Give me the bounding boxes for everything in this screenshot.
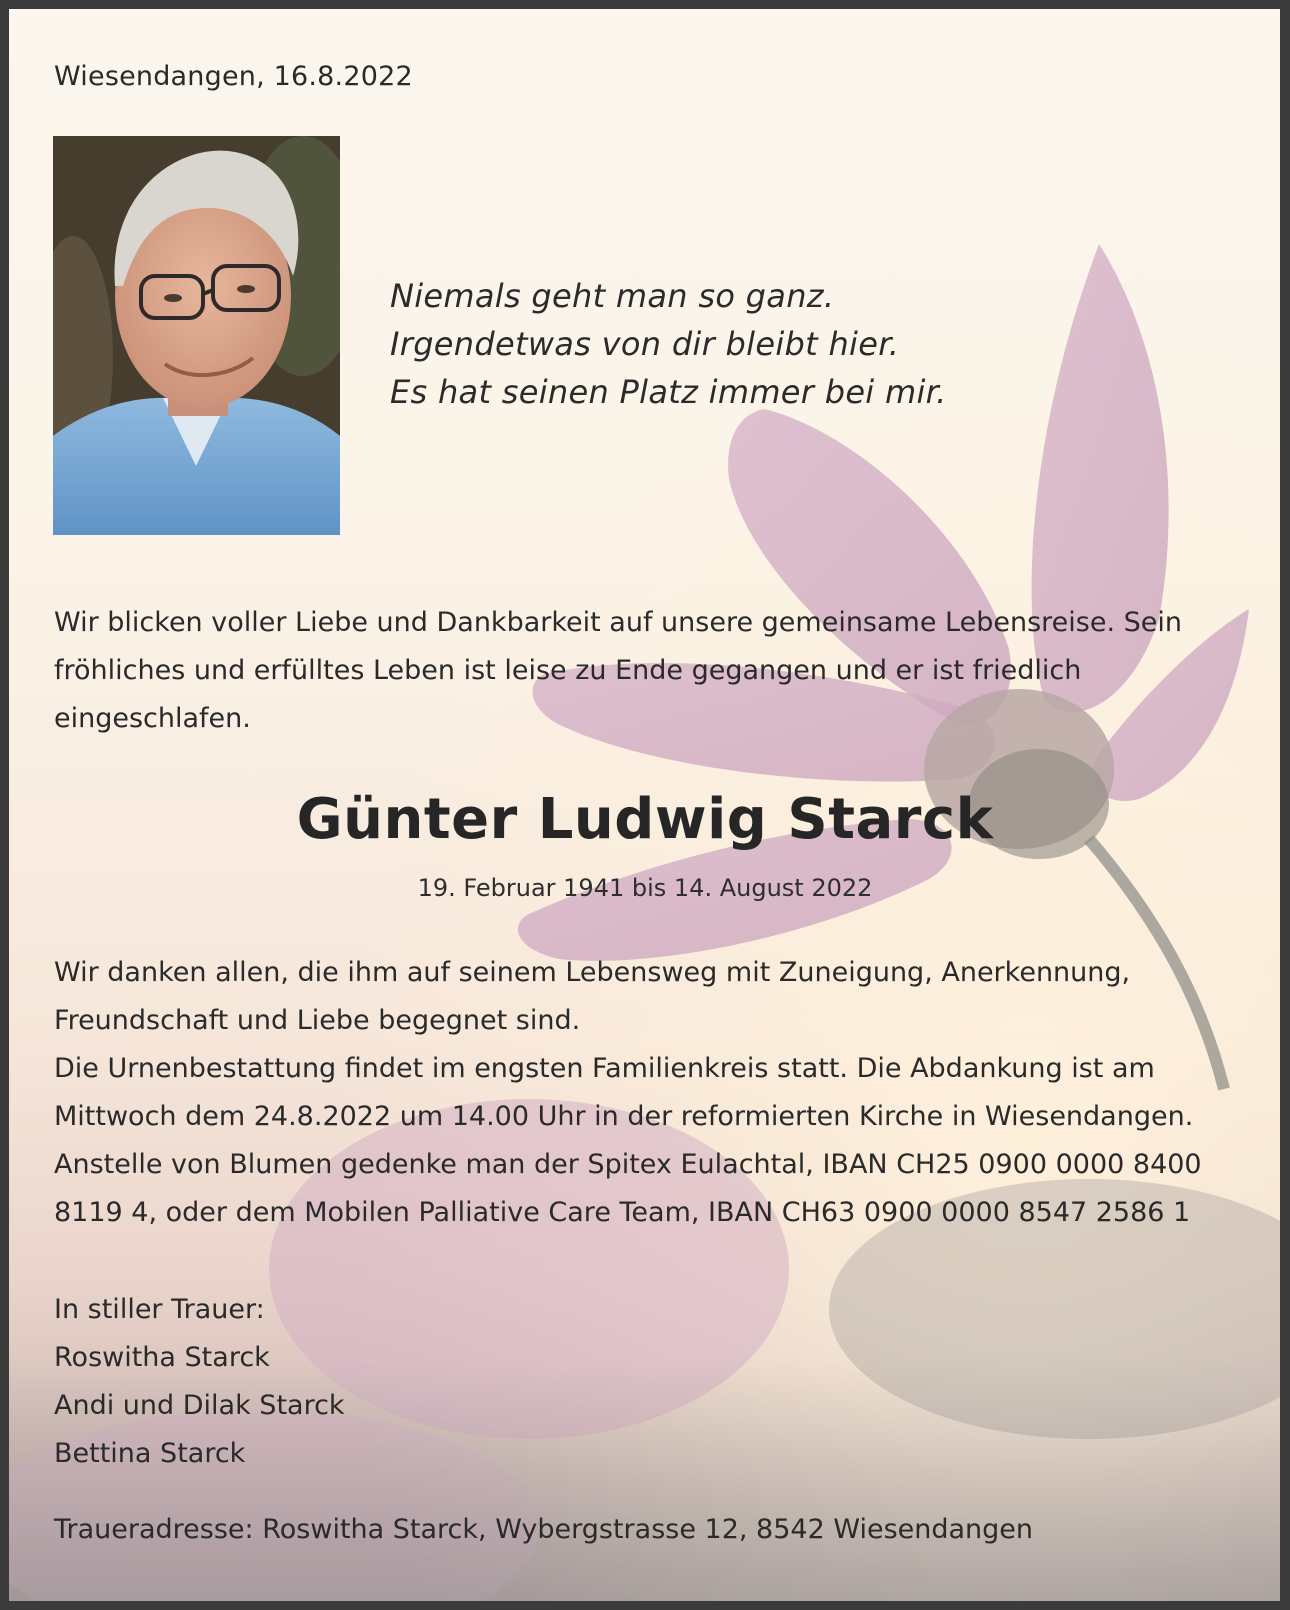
quote-line: Es hat seinen Platz immer bei mir. — [390, 373, 947, 411]
body-line: Freundschaft und Liebe begegnet sind. — [54, 1005, 581, 1036]
intro-line: fröhliches und erfülltes Leben ist leise zu Ende gegangen und er ist friedlich — [54, 655, 1082, 686]
mourner-name: Bettina Starck — [54, 1438, 246, 1469]
mourners-list — [54, 1286, 345, 1478]
portrait-photo — [53, 136, 340, 535]
mourning-address: Traueradresse: Roswitha Starck, Wybergstrasse 12, 8542 Wiesendangen — [54, 1514, 1034, 1545]
body-line: Wir danken allen, die ihm auf seinem Lebensweg mit Zuneigung, Anerkennung, — [54, 957, 1131, 988]
intro-line: Wir blicken voller Liebe und Dankbarkeit auf unsere gemeinsame Lebensreise. Sein — [54, 607, 1182, 638]
obituary-content — [9, 9, 1281, 1601]
quote-line: Irgendetwas von dir bleibt hier. — [390, 325, 900, 363]
quote-line: Niemals geht man so ganz. — [390, 277, 835, 315]
body-line: Mittwoch dem 24.8.2022 um 14.00 Uhr in der reformierten Kirche in Wiesendangen. — [54, 1101, 1194, 1132]
mourner-name: Andi und Dilak Starck — [54, 1390, 345, 1421]
memorial-quote — [390, 272, 947, 416]
mourners-heading: In stiller Trauer: — [54, 1294, 265, 1325]
body-line: 8119 4, oder dem Mobilen Palliative Care Team, IBAN CH63 0900 0000 8547 2586 1 — [54, 1197, 1191, 1228]
intro-line: eingeschlafen. — [54, 703, 251, 734]
life-dates: 19. Februar 1941 bis 14. August 2022 — [417, 874, 873, 902]
intro-paragraph — [54, 599, 1214, 743]
place-date: Wiesendangen, 16.8.2022 — [54, 61, 413, 92]
deceased-name: Günter Ludwig Starck — [296, 787, 994, 852]
body-line: Die Urnenbestattung findet im engsten Familienkreis statt. Die Abdankung ist am — [54, 1053, 1155, 1084]
body-line: Anstelle von Blumen gedenke man der Spitex Eulachtal, IBAN CH25 0900 0000 8400 — [54, 1149, 1202, 1180]
mourner-name: Roswitha Starck — [54, 1342, 270, 1373]
announcement-text — [54, 949, 1254, 1237]
